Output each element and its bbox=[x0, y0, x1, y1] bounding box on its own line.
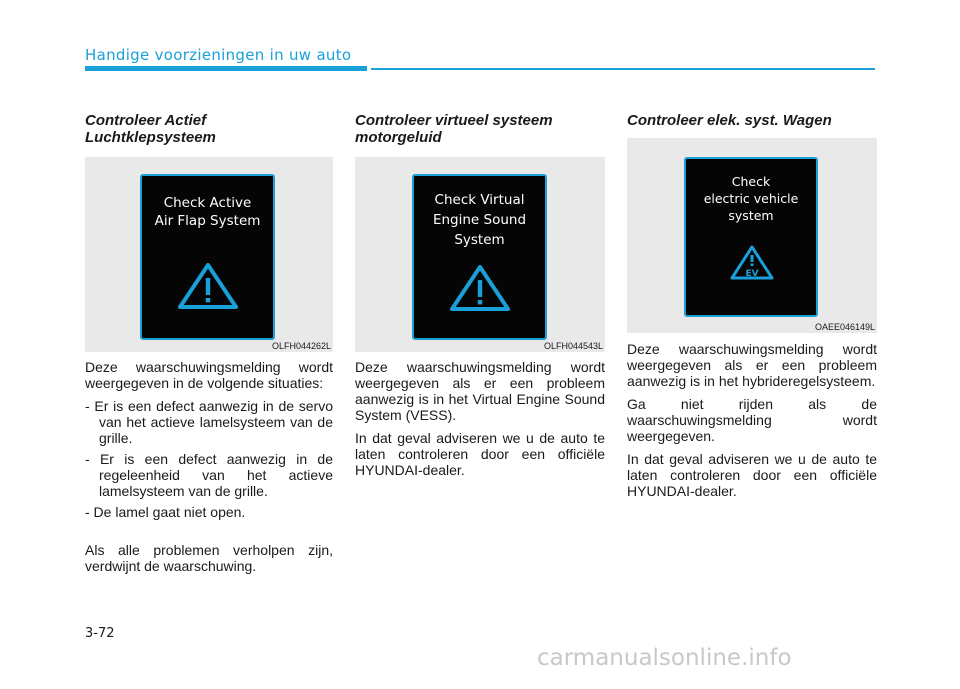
header-rule-thick bbox=[85, 66, 367, 71]
section-3-figure bbox=[627, 138, 877, 333]
page-number: 3-72 bbox=[85, 626, 115, 641]
section-2-paragraph: Deze waarschuwingsmelding wordt weergegeven als er een probleem aanwezig is in het Virtual Engine Sound System (VESS). bbox=[355, 359, 605, 423]
section-1-paragraph: Deze waarschuwingsmelding wordt weergegeven in de volgende situaties: bbox=[85, 359, 333, 391]
panel-2-text: Check Virtual Engine Sound System bbox=[432, 192, 527, 248]
check-electric-vehicle-panel bbox=[684, 157, 818, 317]
section-3-body bbox=[627, 341, 877, 506]
check-virtual-engine-sound-panel bbox=[412, 174, 547, 340]
section-1-closing: Als alle problemen verholpen zijn, verdwijnt de waarschuwing. bbox=[85, 542, 333, 574]
figure-1-code: OLFH044262L bbox=[271, 341, 331, 351]
section-3-paragraph: In dat geval adviseren we u de auto te laten controleren door een officiële HYUNDAI-dealer. bbox=[627, 451, 877, 499]
section-1-figure bbox=[85, 157, 333, 352]
figure-2-code: OLFH044543L bbox=[543, 341, 603, 351]
section-1-body bbox=[85, 359, 333, 581]
section-2-figure bbox=[355, 157, 605, 352]
section-2-body bbox=[355, 359, 605, 485]
list-item: - Er is een defect aanwezig in de servo van het actieve lamelsysteem van de grille. bbox=[85, 398, 333, 446]
section-2-paragraph: In dat geval adviseren we u de auto te laten controleren door een officiële HYUNDAI-dealer. bbox=[355, 430, 605, 478]
panel-3-text: Check electric vehicle system bbox=[703, 174, 799, 223]
figure-3-code: OAEE046149L bbox=[814, 322, 875, 332]
list-item: - De lamel gaat niet open. bbox=[85, 504, 246, 520]
watermark: carmanualsonline.info bbox=[537, 645, 792, 671]
warning-triangle-icon bbox=[177, 262, 239, 310]
ev-warning-icon bbox=[730, 245, 774, 281]
ev-icon-text: EV bbox=[745, 269, 759, 279]
check-active-air-flap-panel bbox=[140, 174, 275, 340]
section-3-paragraph: Deze waarschuwingsmelding wordt weergegeven als er een probleem aanwezig is in het hybrideregelsysteem. bbox=[627, 341, 877, 389]
section-1-heading: Controleer Actief Luchtklepsysteem bbox=[85, 112, 216, 146]
section-3-heading: Controleer elek. syst. Wagen bbox=[627, 112, 832, 129]
list-item: - Er is een defect aanwezig in de regeleenheid van het actieve lamelsysteem van de grille. bbox=[85, 451, 333, 499]
section-3-paragraph: Ga niet rijden als de waarschuwingsmelding wordt weergegeven. bbox=[627, 396, 877, 444]
section-header-title: Handige voorzieningen in uw auto bbox=[85, 46, 352, 64]
header-rule-thin bbox=[371, 68, 875, 70]
warning-triangle-icon bbox=[449, 264, 511, 312]
panel-1-text: Check Active Air Flap System bbox=[154, 195, 261, 229]
section-2-heading: Controleer virtueel systeem motorgeluid bbox=[355, 112, 553, 146]
